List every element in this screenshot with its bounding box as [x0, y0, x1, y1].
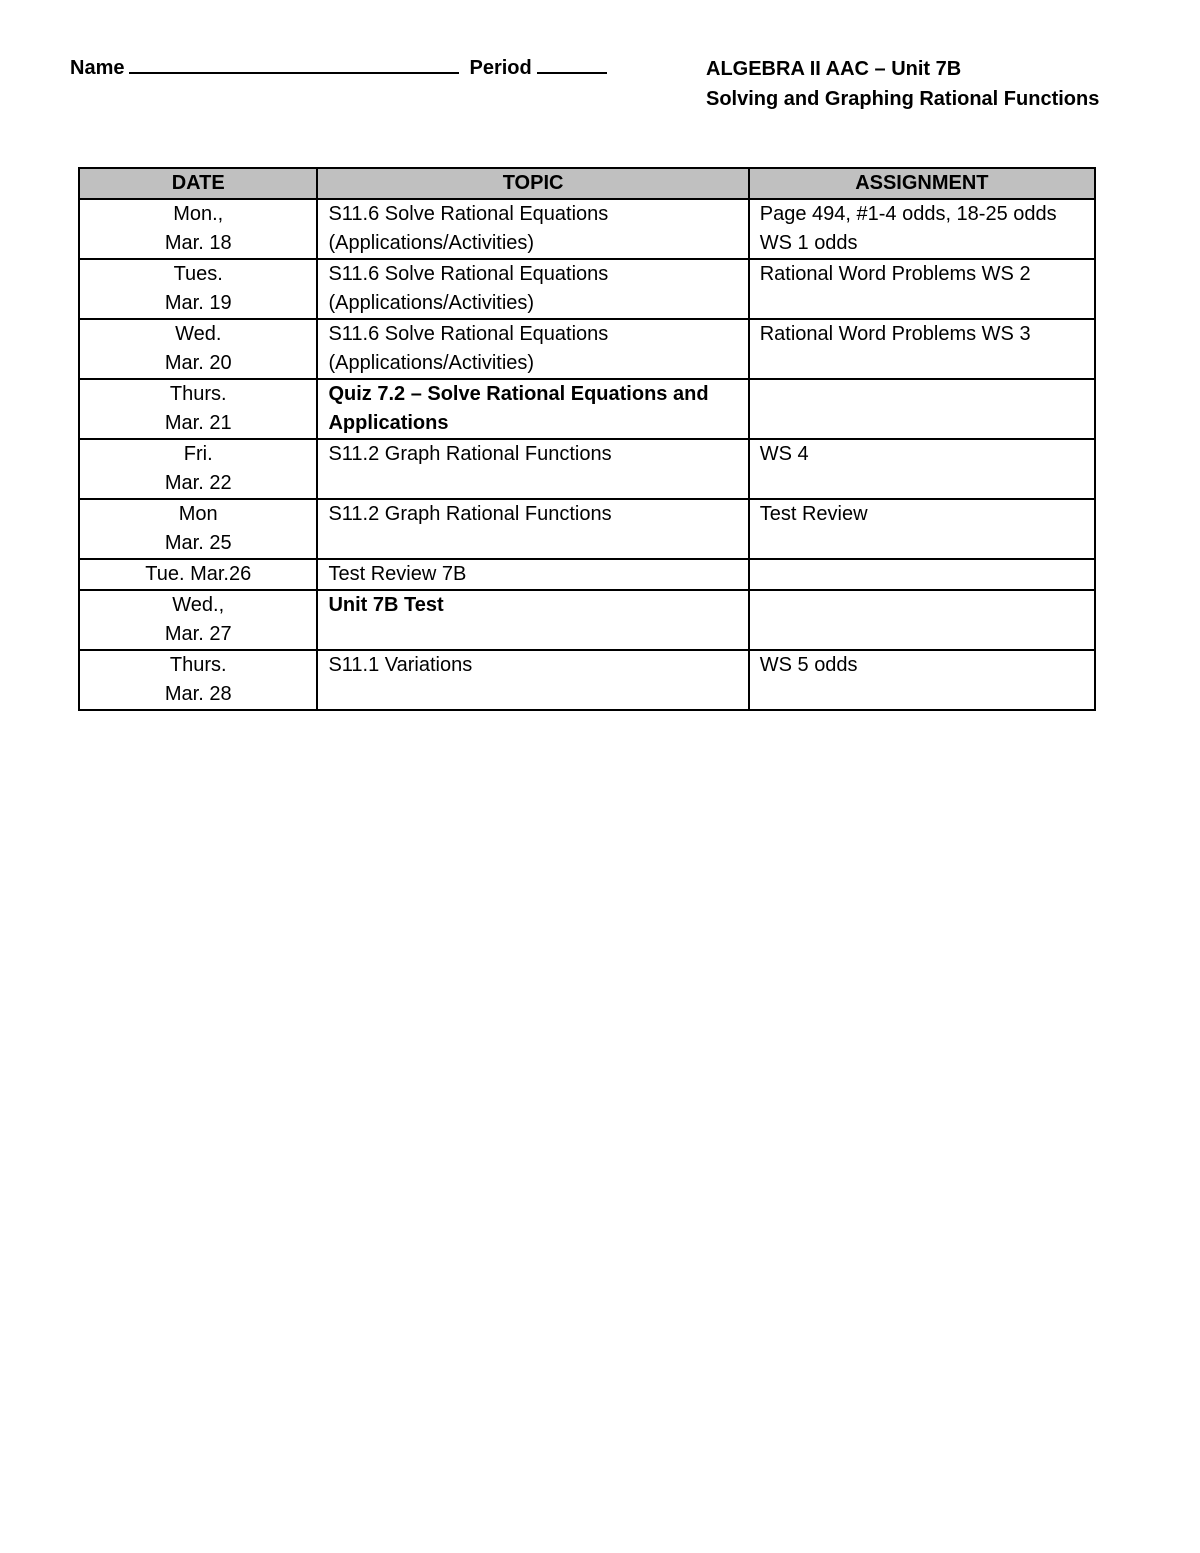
topic-cell — [317, 199, 748, 259]
date-day: Tues. — [173, 263, 223, 285]
date-day: Wed., — [172, 594, 225, 616]
assignment-line: WS 4 — [759, 443, 809, 465]
assignment-cell — [749, 259, 1095, 319]
topic-cell — [317, 650, 748, 710]
date-month-day: Mar. 22 — [164, 472, 232, 494]
topic-line: S11.6 Solve Rational Equations — [328, 203, 609, 225]
assignment-cell — [749, 590, 1095, 650]
date-month-day: Mar. 20 — [164, 352, 232, 374]
table-row — [79, 199, 1095, 259]
table-row — [79, 559, 1095, 590]
schedule-body — [79, 199, 1095, 710]
topic-cell — [317, 379, 748, 439]
date-day: Thurs. — [169, 654, 227, 676]
assignment-cell — [749, 199, 1095, 259]
date-day: Mon — [178, 503, 218, 525]
date-month-day: Mar. 19 — [164, 292, 232, 314]
assignment-line: Test Review — [759, 503, 868, 525]
date-cell — [79, 319, 317, 379]
unit-subtitle: Solving and Graphing Rational Functions — [706, 88, 1100, 110]
assignment-cell — [749, 379, 1095, 439]
period-blank-line — [537, 54, 607, 74]
column-header-date: DATE — [79, 168, 317, 199]
assignment-line: WS 5 odds — [759, 654, 858, 676]
topic-line: Test Review 7B — [328, 563, 467, 585]
date-cell — [79, 650, 317, 710]
assignment-cell — [749, 559, 1095, 590]
table-row — [79, 650, 1095, 710]
table-row — [79, 499, 1095, 559]
assignment-cell — [749, 499, 1095, 559]
schedule-table — [78, 167, 1096, 711]
assignment-line: Page 494, #1-4 odds, 18-25 odds — [759, 203, 1057, 225]
date-month-day: Mar. 25 — [164, 532, 232, 554]
assignment-cell — [749, 439, 1095, 499]
date-cell — [79, 199, 317, 259]
topic-line: S11.1 Variations — [328, 654, 473, 676]
date-cell — [79, 439, 317, 499]
assignment-line: WS 1 odds — [759, 232, 858, 254]
assignment-line: Rational Word Problems WS 3 — [759, 323, 1031, 345]
date-day: Fri. — [183, 443, 213, 465]
table-row — [79, 259, 1095, 319]
name-blank-line — [129, 54, 459, 74]
date-day: Wed. — [175, 323, 222, 345]
assignment-line: Rational Word Problems WS 2 — [759, 263, 1031, 285]
topic-line: Unit 7B Test — [328, 594, 444, 616]
topic-line: Quiz 7.2 – Solve Rational Equations and — [328, 383, 709, 405]
table-row — [79, 379, 1095, 439]
date-month-day: Mar. 28 — [164, 683, 232, 705]
topic-line: S11.2 Graph Rational Functions — [328, 443, 612, 465]
topic-cell — [317, 559, 748, 590]
name-label: Name — [70, 57, 125, 79]
table-row — [79, 319, 1095, 379]
topic-cell — [317, 439, 748, 499]
topic-line: (Applications/Activities) — [328, 232, 535, 254]
period-label: Period — [469, 57, 532, 79]
topic-cell — [317, 259, 748, 319]
date-month-day: Mar. 18 — [164, 232, 232, 254]
course-title: ALGEBRA II AAC – Unit 7B — [706, 58, 962, 80]
topic-line: S11.6 Solve Rational Equations — [328, 323, 609, 345]
date-cell — [79, 590, 317, 650]
date-cell — [79, 259, 317, 319]
column-header-assignment: ASSIGNMENT — [749, 168, 1095, 199]
date-full: Tue. Mar.26 — [145, 563, 252, 585]
date-cell — [79, 379, 317, 439]
topic-cell — [317, 499, 748, 559]
date-day: Mon., — [173, 203, 224, 225]
table-header-row — [79, 168, 1095, 199]
table-row — [79, 590, 1095, 650]
topic-line: Applications — [328, 412, 449, 434]
topic-line: S11.2 Graph Rational Functions — [328, 503, 612, 525]
course-heading — [706, 54, 1099, 114]
topic-cell — [317, 590, 748, 650]
topic-line: (Applications/Activities) — [328, 352, 535, 374]
topic-line: (Applications/Activities) — [328, 292, 535, 314]
student-info-line — [70, 54, 607, 80]
date-month-day: Mar. 21 — [164, 412, 232, 434]
date-cell — [79, 559, 317, 590]
topic-line: S11.6 Solve Rational Equations — [328, 263, 609, 285]
date-day: Thurs. — [169, 383, 227, 405]
column-header-topic: TOPIC — [317, 168, 748, 199]
date-cell — [79, 499, 317, 559]
assignment-cell — [749, 319, 1095, 379]
assignment-cell — [749, 650, 1095, 710]
topic-cell — [317, 319, 748, 379]
date-month-day: Mar. 27 — [164, 623, 232, 645]
table-row — [79, 439, 1095, 499]
